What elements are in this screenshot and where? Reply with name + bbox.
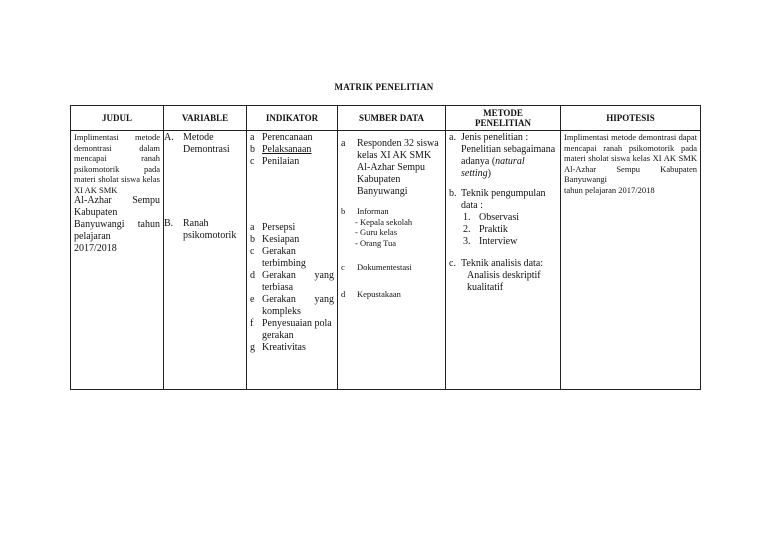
teknik-item: 1. Observasi (463, 212, 519, 223)
indikator-item: c Gerakan terbimbing (250, 246, 306, 269)
sumber-item: d Kepustakaan (341, 288, 401, 299)
indikator-cell (247, 131, 338, 390)
variable-marker: A. (164, 132, 174, 143)
metode-penelitian-cell (446, 131, 561, 390)
variable-text: Metode Demontrasi (183, 132, 230, 155)
analisis-detail: Analisis deskriptif kualitatif (467, 270, 541, 293)
hipotesis-text-cont: tahun pelajaran 2017/2018 (564, 184, 655, 195)
judul-year: 2017/2018 (74, 243, 117, 254)
indikator-item: f Penyesuaian pola gerakan (250, 318, 332, 341)
sumber-data-cell (338, 131, 446, 390)
metode-item: a. Jenis penelitian : Penelitian sebagaimana adanya (natural setting) (449, 132, 556, 179)
teknik-item: 2. Praktik (463, 224, 508, 235)
judul-text: Implimentasi metode demontrasi dalam mencapai ranah psikomotorik pada materi sholat siswa kelas XI AK SMK (74, 132, 160, 195)
indikator-item: a Persepsi (250, 222, 296, 233)
variable-text: Ranah psikomotorik (183, 218, 237, 241)
indikator-item: b Pelaksanaan (250, 144, 312, 155)
sumber-item: b Informan (341, 206, 389, 216)
informan-item: - Kepala sekolah (355, 216, 413, 227)
indikator-item: g Kreativitas (250, 342, 306, 353)
informan-item: - Guru kelas (355, 227, 398, 237)
header-sumber-data: SUMBER DATA (338, 106, 446, 131)
indikator-item: b Kesiapan (250, 234, 300, 245)
indikator-item: c Penilaian (250, 156, 300, 167)
metode-item: b. Teknik pengumpulan data : (449, 188, 546, 211)
header-variable: VARIABLE (164, 106, 247, 131)
content-row (71, 131, 701, 390)
header-indikator: INDIKATOR (247, 106, 338, 131)
page-title: MATRIK PENELITIAN (334, 82, 434, 92)
research-matrix-table (70, 105, 701, 390)
judul-cell (71, 131, 164, 390)
header-judul: JUDUL (71, 106, 164, 131)
metode-item: c. Teknik analisis data: (449, 258, 544, 269)
sumber-item: a Responden 32 siswa kelas XI AK SMK Al-Azhar Sempu Kabupaten Banyuwangi (341, 138, 439, 197)
teknik-item: 3. Interview (463, 236, 518, 247)
variable-marker: B. (164, 218, 174, 229)
variable-item (164, 218, 243, 242)
informan-list (341, 217, 442, 249)
sumber-item: c Dokumentestasi (341, 262, 412, 272)
header-metode-penelitian: METODE PENELITIAN (446, 106, 561, 131)
judul-text-cont: Al-Azhar Sempu Kabupaten Banyuwangi tahun pelajaran (74, 195, 160, 242)
indikator-item: e Gerakan yang kompleks (250, 294, 334, 317)
hipotesis-cell (561, 131, 701, 390)
variable-cell (164, 131, 247, 390)
informan-item: - Orang Tua (355, 237, 397, 248)
indikator-item: d Gerakan yang terbiasa (250, 270, 334, 293)
variable-item (164, 132, 243, 156)
indikator-item: a Perencanaan (250, 132, 313, 143)
header-hipotesis: HIPOTESIS (561, 106, 701, 131)
header-row (71, 106, 701, 131)
teknik-list (449, 212, 557, 248)
hipotesis-text: Implimentasi metode demontrasi dapat mencapai ranah psikomotorik pada materi sholat siswa kelas XI AK SMK Al-Azhar Sempu Kabupaten Banyuwangi (564, 132, 697, 184)
